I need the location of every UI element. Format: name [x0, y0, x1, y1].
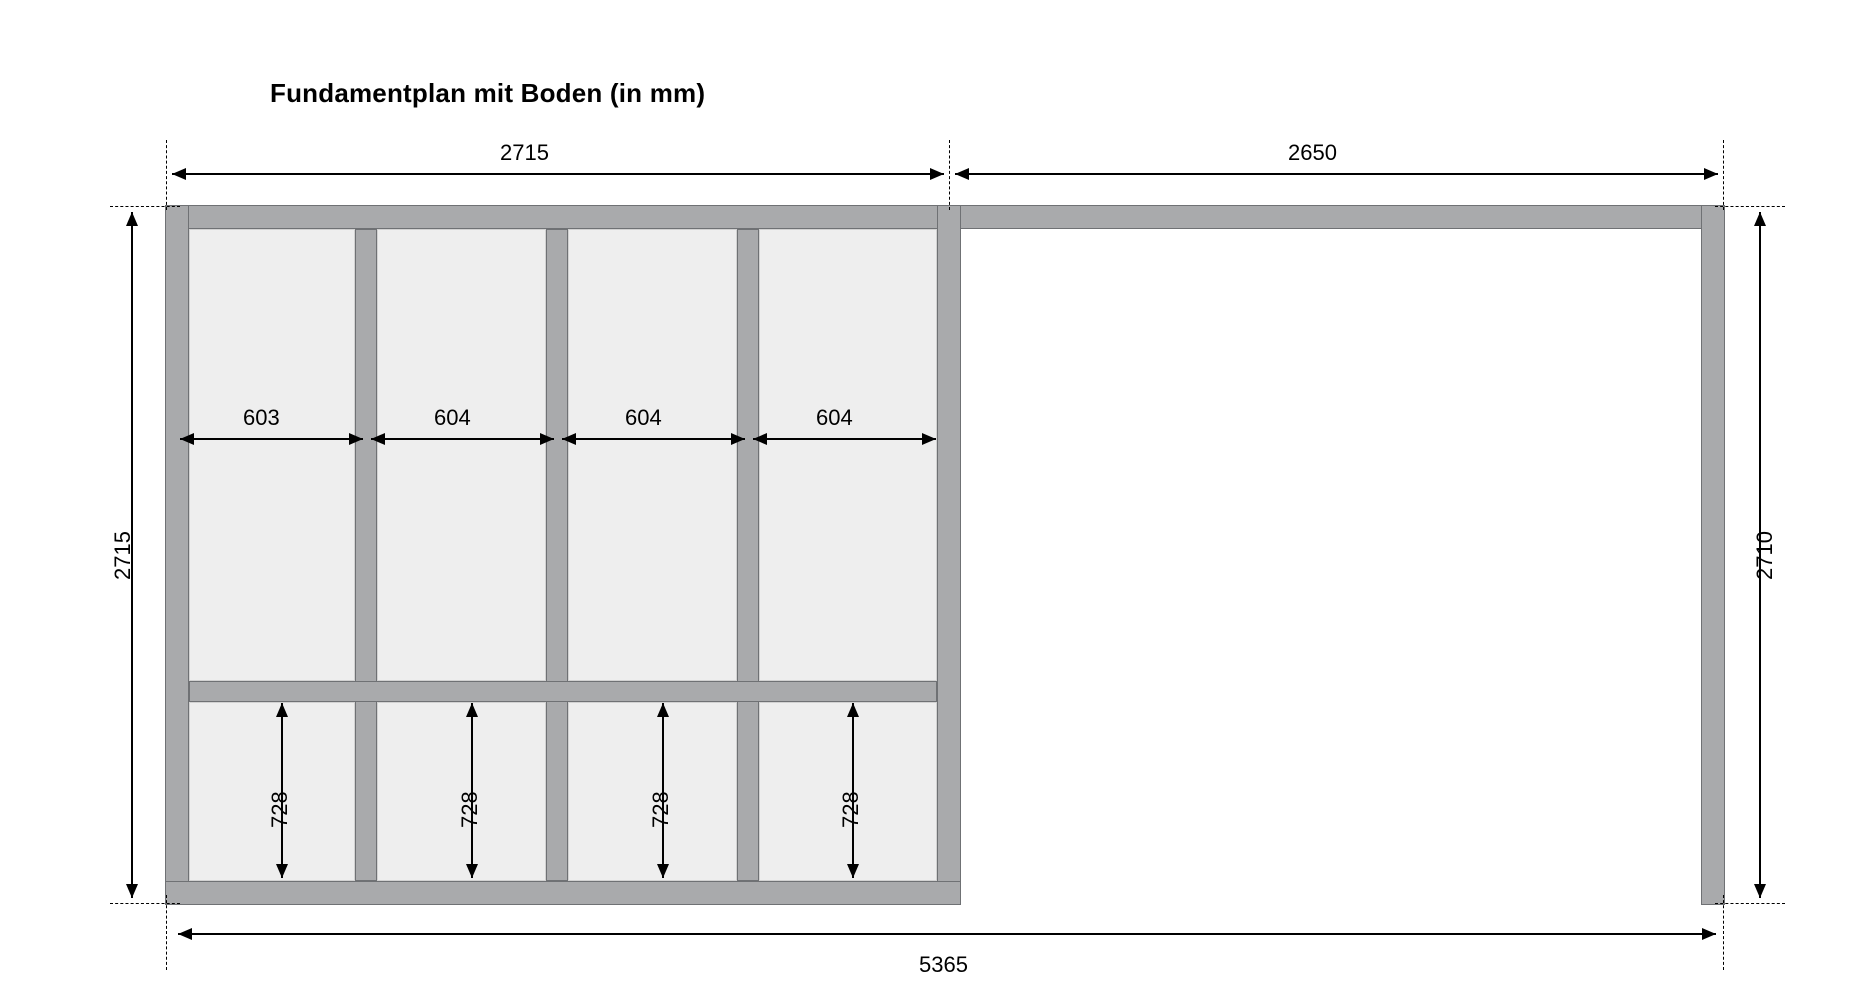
dim-top-right-label: 2650	[1288, 140, 1337, 165]
dim-bay-height-3-label: 728	[648, 791, 673, 828]
dim-bay-1-label: 603	[243, 405, 280, 430]
extension-line-right-top	[1723, 140, 1724, 210]
dim-bottom-total-arrow-end	[1702, 928, 1716, 940]
dim-bay-height-3-arrow-top	[657, 703, 669, 717]
dim-left-height-arrow-top	[126, 212, 138, 226]
dim-bay-2-line	[371, 438, 554, 440]
dim-bay-4-line	[753, 438, 936, 440]
dim-bay-3-arrow-start	[562, 433, 576, 445]
extension-line-bottom-left-horizontal	[110, 903, 180, 904]
dim-top-left-label: 2715	[500, 140, 549, 165]
extension-line-top-right-horizontal	[1715, 206, 1785, 207]
dim-bay-height-2-arrow-bottom	[466, 864, 478, 878]
floor-panel-upper-3	[568, 229, 737, 681]
page-title: Fundamentplan mit Boden (in mm)	[270, 78, 706, 108]
dim-left-height-arrow-bottom	[126, 884, 138, 898]
dim-bay-1-line	[180, 438, 363, 440]
dim-bay-4-arrow-end	[922, 433, 936, 445]
extension-line-top-left-horizontal	[110, 206, 180, 207]
floor-panel-upper-2	[377, 229, 546, 681]
dim-bottom-total-line	[178, 933, 1716, 935]
dim-top-right-arrow-start	[955, 168, 969, 180]
dim-top-right-arrow-end	[1704, 168, 1718, 180]
dim-bay-1-arrow-end	[349, 433, 363, 445]
dim-bottom-total-label: 5365	[919, 952, 968, 977]
floor-panel-upper-4	[759, 229, 937, 681]
dim-bay-height-4-arrow-bottom	[847, 864, 859, 878]
right-outer-post	[1701, 205, 1725, 905]
dim-bay-height-1-arrow-bottom	[276, 864, 288, 878]
dim-top-left-arrow-end	[930, 168, 944, 180]
dim-bay-height-1-arrow-top	[276, 703, 288, 717]
dim-bay-height-2-label: 728	[457, 791, 482, 828]
dim-bay-4-label: 604	[816, 405, 853, 430]
dim-bay-height-4-label: 728	[838, 791, 863, 828]
extension-line-right-bottom	[1723, 895, 1724, 970]
interior-post-2	[546, 229, 568, 881]
dim-bay-4-arrow-start	[753, 433, 767, 445]
dim-top-left-line	[172, 173, 944, 175]
dim-bottom-total-arrow-start	[178, 928, 192, 940]
cross-joist	[189, 681, 937, 702]
dim-bay-height-3-arrow-bottom	[657, 864, 669, 878]
floor-panel-upper-1	[189, 229, 355, 681]
extension-line-bottom-right-horizontal	[1715, 903, 1785, 904]
dim-bay-height-2-arrow-top	[466, 703, 478, 717]
dim-bay-2-label: 604	[434, 405, 471, 430]
dim-right-height-label: 2710	[1752, 531, 1777, 580]
dim-bay-height-4-arrow-top	[847, 703, 859, 717]
dim-right-height-arrow-top	[1754, 212, 1766, 226]
left-outer-post	[165, 205, 189, 905]
dim-bay-3-label: 604	[625, 405, 662, 430]
dim-bay-3-line	[562, 438, 745, 440]
dim-bay-3-arrow-end	[731, 433, 745, 445]
interior-post-3	[737, 229, 759, 881]
bottom-beam	[165, 881, 961, 905]
dim-right-height-arrow-bottom	[1754, 884, 1766, 898]
interior-post-1	[355, 229, 377, 881]
center-divider-post	[937, 205, 961, 905]
dim-bay-2-arrow-end	[540, 433, 554, 445]
extension-line-left-bottom	[166, 895, 167, 970]
dim-bay-height-1-label: 728	[267, 791, 292, 828]
extension-line-center-top	[949, 140, 950, 210]
dim-top-right-line	[955, 173, 1718, 175]
dim-top-left-arrow-start	[172, 168, 186, 180]
extension-line-left-top	[166, 140, 167, 210]
dim-bay-1-arrow-start	[180, 433, 194, 445]
dim-left-height-label: 2715	[110, 531, 135, 580]
dim-bay-2-arrow-start	[371, 433, 385, 445]
